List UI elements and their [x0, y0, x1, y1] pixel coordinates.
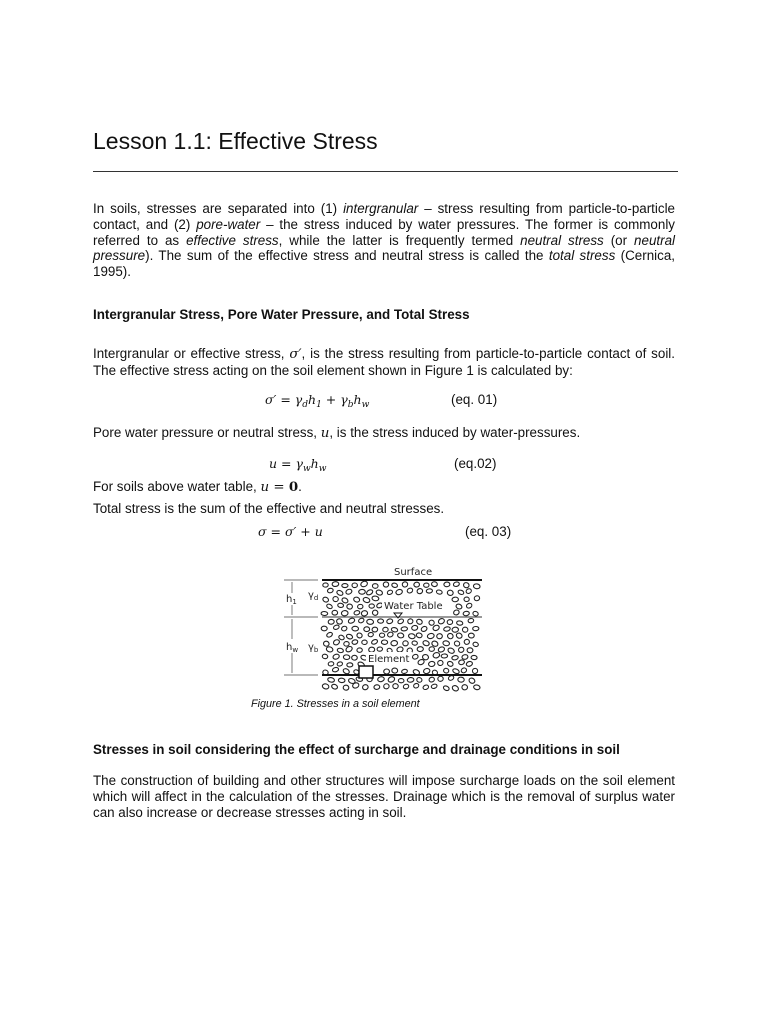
- soil-particle: [463, 582, 470, 589]
- soil-particle: [372, 610, 378, 616]
- soil-particle: [333, 596, 339, 602]
- soil-particle: [328, 661, 334, 666]
- soil-particle: [472, 611, 479, 617]
- soil-particle: [327, 588, 334, 594]
- soil-particle: [338, 678, 345, 683]
- soil-particle: [431, 581, 437, 587]
- soil-particle: [381, 640, 387, 645]
- soil-particle: [474, 595, 481, 601]
- soil-particle: [372, 584, 378, 589]
- h1-label: $h_1$: [286, 594, 297, 606]
- soil-particle: [336, 589, 344, 596]
- soil-particle: [437, 660, 444, 666]
- soil-particle: [352, 655, 358, 660]
- soil-particle: [326, 603, 333, 609]
- soil-particle: [379, 633, 384, 638]
- soil-particle: [427, 633, 435, 640]
- pore-pressure-paragraph: Pore water pressure or neutral stress, u, is the stress induced by water-pressures.: [93, 425, 581, 441]
- soil-particle: [452, 668, 460, 675]
- soil-particle: [352, 583, 357, 588]
- soil-particle: [424, 583, 430, 587]
- soil-particle: [346, 633, 353, 639]
- soil-particle: [386, 618, 393, 624]
- soil-element-box: [359, 666, 373, 678]
- soil-particle: [356, 632, 363, 638]
- soil-particle: [466, 602, 473, 609]
- soil-particle: [374, 684, 380, 689]
- soil-particle: [338, 634, 345, 640]
- soil-particle: [468, 633, 474, 638]
- soil-particle: [441, 654, 448, 658]
- soil-particle: [438, 618, 446, 625]
- soil-particle: [387, 631, 394, 637]
- soil-particle: [453, 581, 460, 587]
- soil-particle: [362, 684, 369, 690]
- soil-particle: [347, 604, 353, 610]
- soil-particle: [322, 654, 328, 659]
- soil-particle: [443, 626, 450, 631]
- soil-particle: [345, 588, 353, 595]
- equation-03: σ = σ′ + u: [258, 524, 323, 539]
- soil-particle: [412, 654, 419, 660]
- soil-particle: [461, 654, 468, 660]
- soil-particle: [347, 663, 353, 667]
- soil-particle: [452, 655, 459, 660]
- soil-particle: [468, 677, 476, 684]
- equation-01: $\sigma' = \gamma_dh_1 + \gamma_bh_w$: [265, 392, 370, 410]
- soil-particle: [428, 676, 435, 682]
- soil-particle: [332, 581, 339, 586]
- soil-particle: [437, 646, 445, 653]
- soil-particle: [457, 589, 464, 595]
- soil-particle: [392, 668, 398, 674]
- soil-particle: [416, 618, 423, 625]
- soil-particle: [391, 640, 398, 646]
- soil-particle: [437, 676, 444, 682]
- soil-particle: [364, 627, 370, 632]
- soil-particle: [377, 647, 383, 652]
- soil-particle: [387, 589, 394, 595]
- soil-particle: [422, 640, 430, 647]
- soil-particle: [420, 625, 427, 632]
- soil-particle: [337, 603, 343, 608]
- soil-particle: [342, 584, 348, 588]
- soil-particle: [377, 676, 385, 682]
- soil-particle: [453, 609, 460, 616]
- soil-particle: [453, 640, 460, 647]
- soil-particle: [371, 639, 378, 645]
- figure-caption: Figure 1. Stresses in a soil element: [251, 698, 420, 710]
- soil-particle: [401, 627, 408, 632]
- soil-particle: [366, 619, 373, 625]
- soil-particle: [341, 597, 349, 604]
- soil-particle: [443, 685, 450, 691]
- soil-particle: [333, 639, 341, 646]
- surface-label: Surface: [394, 567, 433, 578]
- total-stress-line: Total stress is the sum of the effective and neutral stresses.: [93, 501, 445, 516]
- soil-particle: [431, 683, 438, 689]
- soil-particle: [391, 582, 398, 588]
- soil-particle: [426, 589, 433, 594]
- soil-particle: [344, 641, 350, 646]
- soil-particle: [383, 683, 390, 689]
- soil-particle: [416, 588, 423, 595]
- soil-particle: [432, 652, 440, 659]
- soil-particle: [414, 582, 420, 587]
- soil-particle: [342, 668, 350, 675]
- soil-particle: [393, 683, 399, 689]
- soil-particle: [341, 610, 348, 616]
- soil-particle: [326, 631, 333, 638]
- soil-particle: [341, 625, 348, 631]
- soil-particle: [321, 626, 327, 631]
- soil-particle: [358, 617, 365, 623]
- soil-particle: [416, 632, 423, 638]
- soil-particle: [472, 667, 479, 674]
- equation-02-label: (eq.02): [454, 456, 497, 471]
- soil-particle: [462, 685, 468, 690]
- soil-particle: [387, 676, 395, 684]
- soil-particle: [357, 604, 363, 609]
- gamma-b-label: $\gamma_b$: [308, 642, 319, 654]
- soil-particle: [408, 633, 415, 639]
- soil-particle: [423, 668, 431, 675]
- soil-particle: [464, 639, 470, 645]
- soil-particle: [343, 655, 350, 660]
- soil-particle: [458, 659, 465, 665]
- soil-particle: [383, 627, 389, 632]
- soil-particle: [451, 685, 459, 692]
- soil-particle: [416, 677, 422, 683]
- soil-particle: [328, 619, 335, 624]
- soil-particle: [362, 597, 370, 604]
- soil-particle: [337, 661, 343, 666]
- soil-particle: [403, 684, 410, 690]
- title-divider: [93, 171, 678, 172]
- soil-particle: [466, 661, 473, 667]
- soil-particle: [326, 646, 334, 653]
- soil-particle: [407, 618, 414, 625]
- soil-particle: [397, 632, 404, 638]
- soil-particle: [428, 661, 435, 667]
- soil-particle: [353, 596, 360, 602]
- soil-particle: [402, 581, 409, 587]
- soil-particle: [452, 627, 459, 633]
- soil-particle: [337, 648, 344, 654]
- equation-03-label: (eq. 03): [465, 524, 512, 539]
- effective-stress-paragraph: Intergranular or effective stress, σ′, is the stress resulting from particle-to-particle contact of soil. The effective stress acting on the soil element shown in Figure 1 is calculated by:: [93, 346, 675, 378]
- soil-particle: [407, 677, 414, 682]
- soil-particle: [467, 648, 473, 653]
- soil-particle: [447, 633, 454, 640]
- soil-particle: [473, 684, 480, 690]
- hw-label: $h_w$: [286, 642, 299, 654]
- soil-particle: [422, 684, 429, 690]
- soil-particle: [333, 624, 340, 630]
- soil-particle: [359, 589, 366, 594]
- soil-element-figure: [270, 556, 500, 696]
- soil-particle: [375, 589, 383, 596]
- element-label: Element: [368, 654, 410, 665]
- page-title: Lesson 1.1: Effective Stress: [93, 128, 378, 154]
- soil-particle: [458, 646, 465, 653]
- soil-particle: [406, 587, 413, 594]
- section-heading-stresses: Intergranular Stress, Pore Water Pressure, and Total Stress: [93, 307, 470, 322]
- soil-particle: [472, 642, 478, 648]
- soil-particle: [468, 618, 474, 623]
- soil-particle: [455, 632, 462, 639]
- equation-01-label: (eq. 01): [451, 392, 498, 407]
- soil-particle: [401, 669, 408, 674]
- section-heading-surcharge: Stresses in soil considering the effect of surcharge and drainage conditions in soil: [93, 742, 620, 757]
- intro-paragraph: In soils, stresses are separated into (1) intergranular – stress resulting from particle-to-particle contact, and (2) pore-water – the stress induced by water pressures. The former is commonly referred to as effective stress, while the latter is frequently termed neutral stress (or neutral pressure). The sum of the effective stress and neutral stress is called the total stress (Cernica, 1995).: [93, 201, 676, 280]
- soil-particle: [447, 590, 454, 596]
- soil-particle: [447, 619, 453, 625]
- soil-particle: [398, 678, 404, 683]
- soil-particle: [352, 626, 359, 631]
- soil-particle: [332, 653, 340, 660]
- soil-particle: [397, 618, 404, 625]
- soil-particle: [455, 603, 462, 610]
- soil-particle: [411, 625, 418, 631]
- soil-particle: [323, 641, 330, 647]
- soil-particle: [452, 597, 459, 602]
- above-water-table-line: For soils above water table, u = 0.: [93, 479, 302, 495]
- soil-particle: [444, 582, 450, 587]
- soil-particle: [322, 683, 330, 690]
- soil-particle: [366, 589, 374, 596]
- soil-particle: [428, 619, 435, 626]
- soil-particle: [322, 596, 329, 603]
- soil-particle: [473, 583, 480, 589]
- soil-particle: [417, 647, 424, 652]
- soil-particle: [436, 633, 442, 639]
- soil-particle: [357, 648, 363, 653]
- soil-particle: [447, 661, 454, 668]
- soil-particle: [378, 619, 384, 623]
- soil-particle: [384, 669, 390, 674]
- soil-particle: [368, 632, 374, 637]
- soil-particle: [396, 646, 403, 653]
- soil-particle: [362, 640, 367, 644]
- soil-particle: [436, 589, 443, 594]
- soil-particle: [327, 677, 335, 683]
- soil-particle: [383, 582, 389, 587]
- soil-particle: [343, 685, 349, 691]
- soil-particle: [332, 667, 339, 673]
- soil-particle: [331, 683, 338, 689]
- soil-particle: [352, 682, 360, 689]
- soil-particle: [473, 626, 479, 631]
- surcharge-paragraph: The construction of building and other structures will impose surcharge loads on the soil element which will affect in the calculation of the stresses. Drainage which is the removal of surplus water can also increase or decrease stresses acting in soil.: [93, 773, 675, 820]
- soil-particle: [462, 627, 468, 632]
- soil-particle: [372, 627, 378, 632]
- soil-particle: [352, 639, 359, 645]
- soil-particle: [372, 596, 379, 602]
- soil-particle: [360, 580, 368, 587]
- soil-particle: [323, 583, 329, 587]
- soil-particle: [429, 647, 435, 652]
- soil-particle: [456, 620, 463, 625]
- soil-particle: [447, 647, 455, 654]
- soil-particle: [463, 611, 470, 616]
- soil-particle: [464, 597, 469, 602]
- soil-particle: [348, 617, 356, 624]
- soil-particle: [460, 667, 467, 674]
- soil-particle: [353, 610, 360, 616]
- gamma-d-label: $\gamma_d$: [308, 590, 319, 602]
- soil-particle: [412, 641, 418, 646]
- water-table-label: Water Table: [384, 601, 443, 612]
- soil-particle: [395, 589, 403, 596]
- soil-particle: [471, 655, 477, 660]
- soil-particle: [443, 668, 449, 674]
- soil-particle: [442, 640, 449, 646]
- equation-02: $u = \gamma_wh_w$: [269, 456, 327, 474]
- soil-particle: [403, 641, 409, 646]
- soil-particle: [369, 604, 374, 608]
- soil-particle: [361, 610, 368, 616]
- soil-particle: [321, 611, 328, 615]
- soil-particle: [417, 659, 425, 666]
- soil-particle: [332, 610, 338, 615]
- soil-particle: [336, 618, 343, 625]
- soil-particle: [465, 588, 472, 594]
- soil-particle: [458, 677, 465, 682]
- soil-particle: [368, 647, 375, 653]
- soil-particle: [413, 683, 419, 689]
